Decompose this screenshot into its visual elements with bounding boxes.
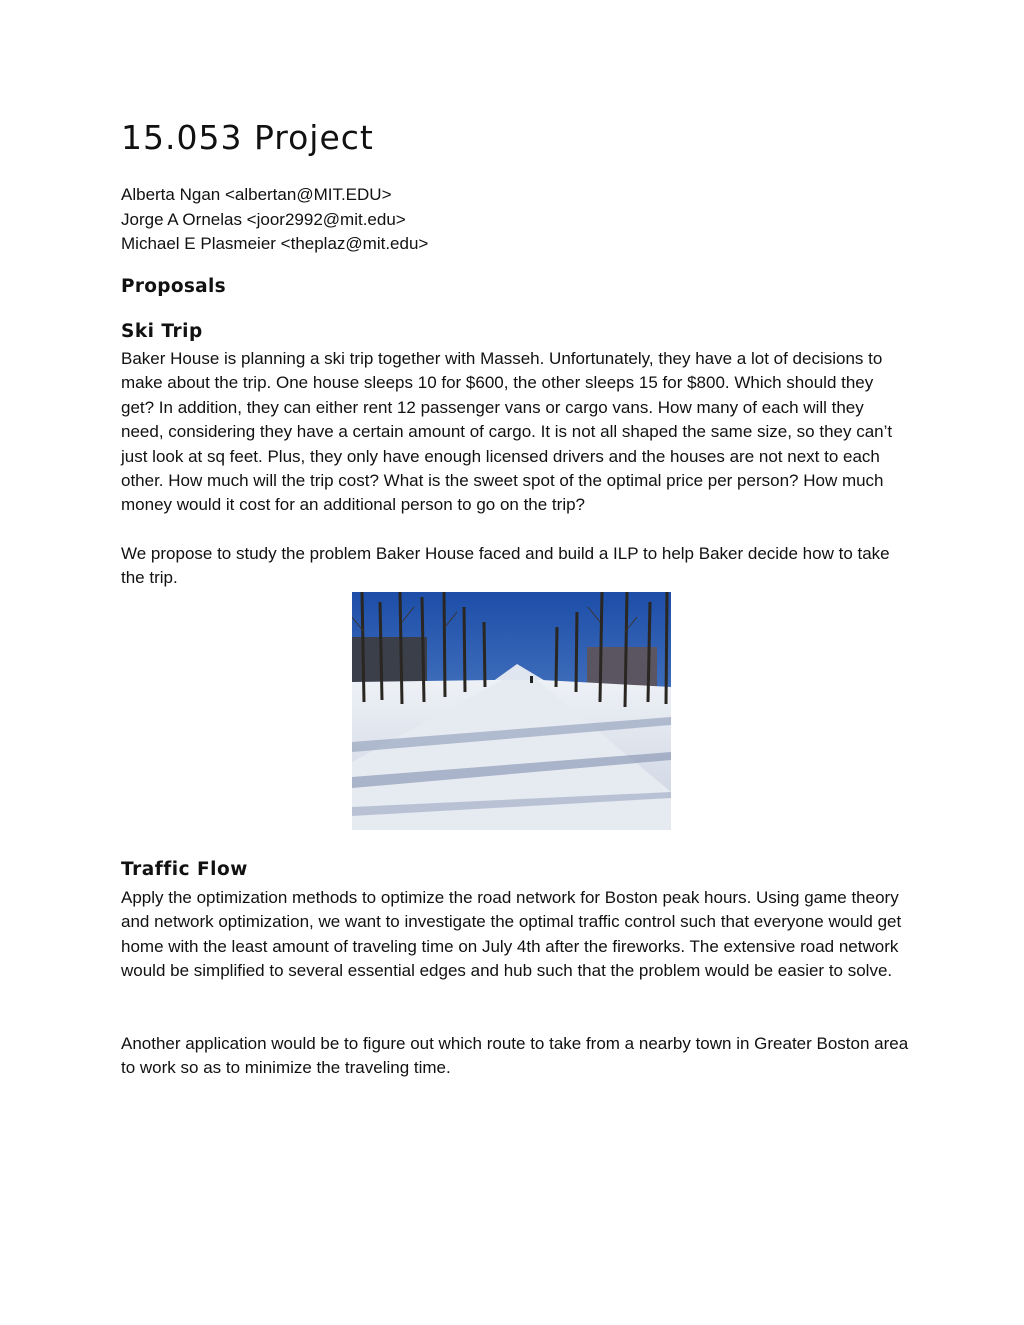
proposals-heading: Proposals xyxy=(121,276,226,297)
author-line: Michael E Plasmeier <theplaz@mit.edu> xyxy=(121,234,429,253)
author-list xyxy=(121,183,428,257)
traffic-flow-heading: Traffic Flow xyxy=(121,859,248,880)
snowy-road-photo xyxy=(352,592,671,830)
author-line: Alberta Ngan <albertan@MIT.EDU> xyxy=(121,185,392,204)
ski-trip-heading: Ski Trip xyxy=(121,321,203,342)
traffic-flow-paragraph: Apply the optimization methods to optimize the road network for Boston peak hours. Using game theory and network optimization, we want to investigate the optimal traffic control such that everyone would get home with the least amount of traveling time on July 4th after the fireworks. The extensive road network would be simplified to several essential edges and hub such that the problem would be easier to solve. xyxy=(121,888,902,981)
ski-trip-proposal-paragraph: We propose to study the problem Baker House faced and build a ILP to help Baker decide how to take the trip. xyxy=(121,544,890,588)
ski-trip-paragraph: Baker House is planning a ski trip together with Masseh. Unfortunately, they have a lot of decisions to make about the trip. One house sleeps 10 for $600, the other sleeps 15 for $800. Which should they get? In addition, they can either rent 12 passenger vans or cargo vans. How many of each will they need, considering they have a certain amount of cargo. It is not all shaped the same size, so they can’t just look at sq feet. Plus, they only have enough licensed drivers and the houses are not next to each other. How much will the trip cost? What is the sweet spot of the optimal price per person? How much money would it cost for an additional person to go on the trip? xyxy=(121,349,893,515)
traffic-flow-application-paragraph: Another application would be to figure out which route to take from a nearby town in Greater Boston area to work so as to minimize the traveling time. xyxy=(121,1034,909,1078)
document-title: 15.053 Project xyxy=(121,118,374,157)
author-line: Jorge A Ornelas <joor2992@mit.edu> xyxy=(121,209,406,229)
